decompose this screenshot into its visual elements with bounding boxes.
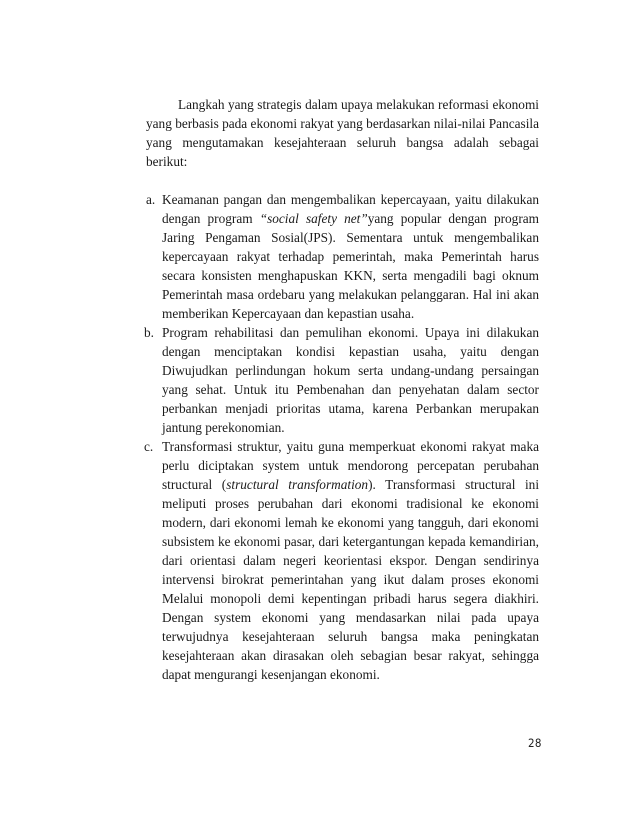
list-item-b-text: Program rehabilitasi dan pemulihan ekonomi. Upaya ini dilakukan dengan menciptakan kondisi kepastian usaha, yaitu dengan Diwujudkan perlindungan hokum serta undang-undang persaingan yang sehat. Untuk itu Pembenahan dan penyehatan dalam sector perbankan menjadi prioritas utama, karena Perbankan merupakan jantung perekonomian. — [162, 325, 539, 435]
list-marker-a: a. — [146, 192, 156, 207]
list-item-c-text-end: ). Transformasi structural ini meliputi proses perubahan dari ekonomi tradisional ke ekonomi modern, dari ekonomi lemah ke ekonomi yang tangguh, dari ekonomi subsistem ke ekonomi pasar, dari ketergantungan kepada kemandirian, dari orientasi dalam negeri keorientasi ekspor. Dengan sendirinya intervensi birokrat pemerintahan yang ikut dalam proses ekonomi Melalui monopoli demi kepentingan pribadi harus segera diakhiri. Dengan system ekonomi yang mendasarkan nilai pada upaya terwujudnya kesejahteraan seluruh bangsa maka peningkatan kesejahteraan akan dirasakan oleh sebagian besar rakyat, sehingga dapat mengurangi kesenjangan ekonomi. — [162, 477, 540, 682]
strategy-list — [146, 190, 539, 684]
list-item-a — [146, 190, 539, 323]
page-number: 28 — [528, 736, 542, 750]
list-item-a-emphasis: “social safety net” — [259, 211, 368, 226]
list-item-b — [146, 323, 539, 437]
list-marker-b: b. — [144, 325, 154, 340]
list-item-a-text-start: Keamanan pangan dan mengembalikan kepercayaan, yaitu dilakukan dengan program — [162, 192, 539, 226]
intro-paragraph: Langkah yang strategis dalam upaya melakukan reformasi ekonomi yang berbasis pada ekonomi rakyat yang berdasarkan nilai-nilai Pancasila yang mengutamakan kesejahteraan seluruh bangsa adalah sebagai berikut: — [146, 97, 539, 169]
list-marker-c: c. — [144, 439, 154, 454]
list-item-c-text-start: Transformasi struktur, yaitu guna memperkuat ekonomi rakyat maka perlu diciptakan system untuk mendorong percepatan perubahan structural ( — [162, 439, 539, 492]
list-item-a-text-end: yang popular dengan program Jaring Pengaman Sosial(JPS). Sementara untuk mengembalikan kepercayaan rakyat terhadap pemerintah, maka Pemerintah harus secara konsisten menghapuskan KKN, serta mengadili bagi oknum Pemerintah masa ordebaru yang melakukan pelanggaran. Hal ini akan memberikan Kepercayaan dan kepastian usaha. — [162, 211, 539, 321]
list-item-c — [146, 437, 539, 684]
list-item-c-emphasis: structural transformation — [226, 477, 369, 492]
body-text — [146, 95, 539, 684]
